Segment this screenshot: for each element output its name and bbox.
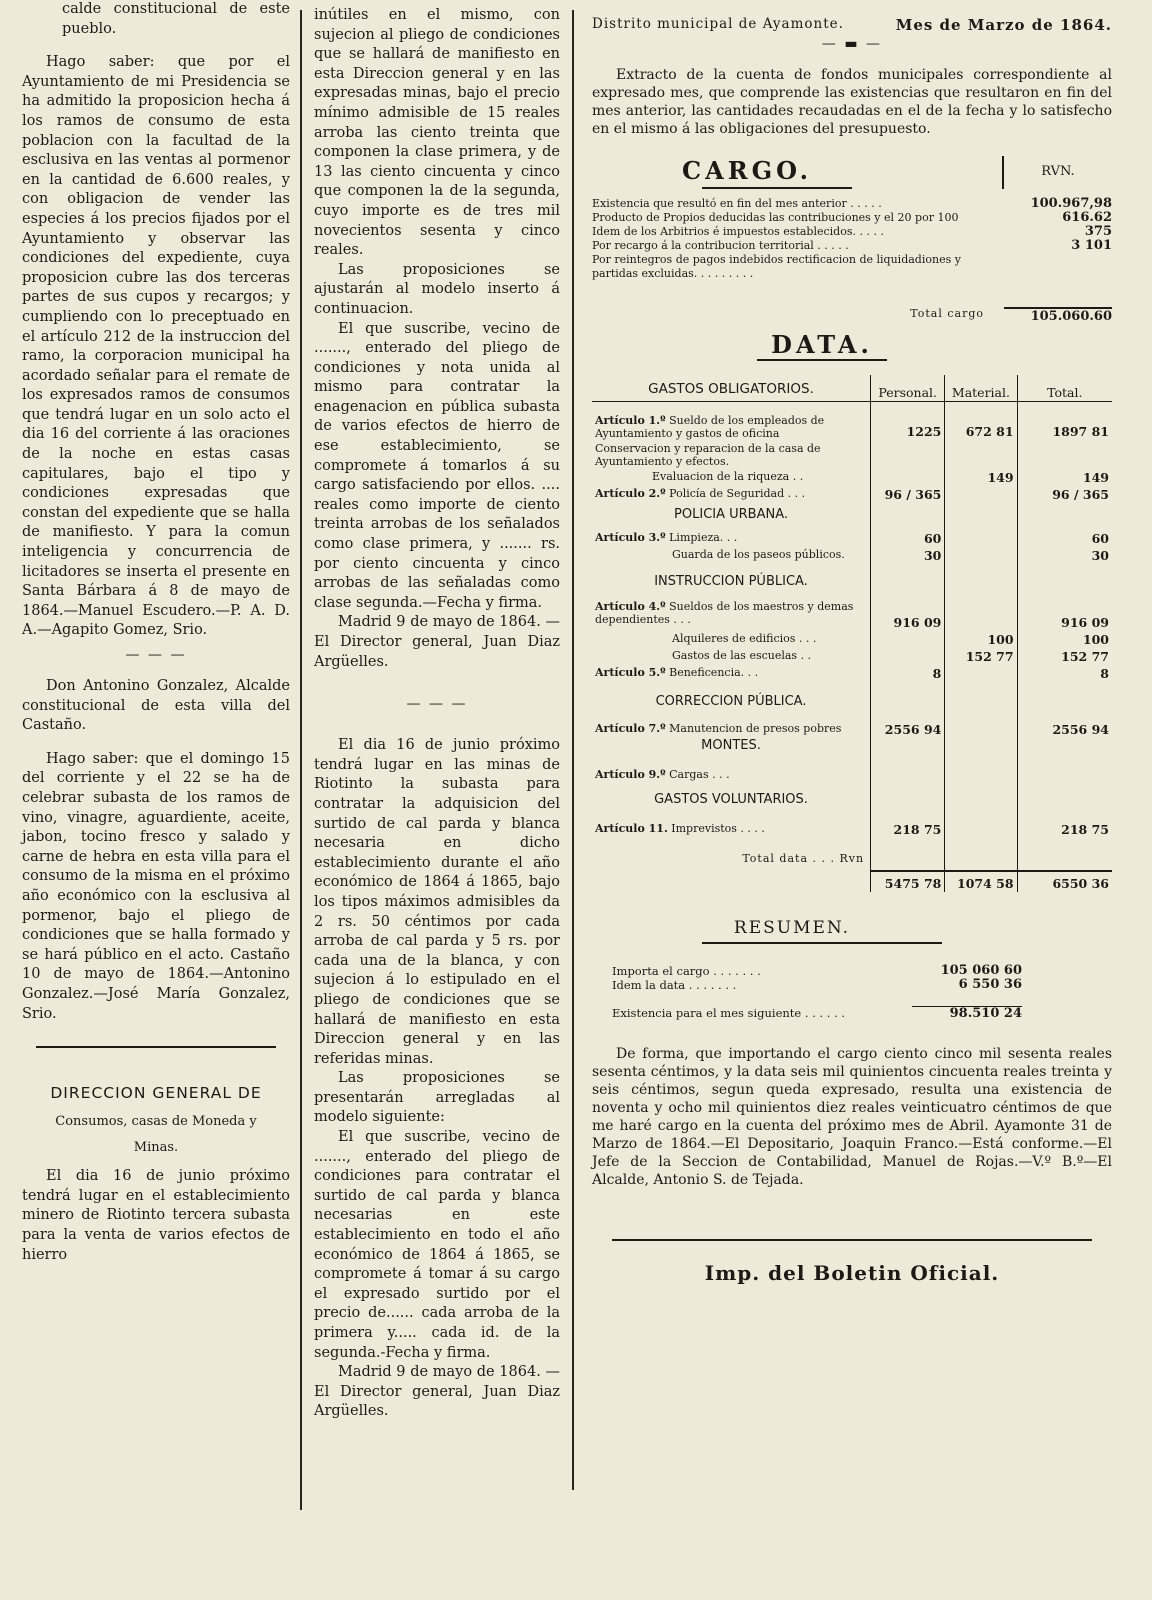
footer-rule [612, 1239, 1092, 1241]
col2-proposiciones-2: Las proposiciones se presentarán arregladas al modelo siguiente: [314, 1070, 560, 1126]
col2-separator: — — — [406, 696, 468, 713]
data-underline [757, 359, 887, 361]
resumen-underline [702, 942, 942, 944]
total-cargo-value: 105.060.60 [1004, 307, 1112, 324]
table-row: Artículo 4.º Sueldos de los maestros y demas dependientes . . . 916 09 916 09 [592, 599, 1112, 631]
section-row [592, 564, 1112, 599]
resumen-item: Existencia para el mes siguiente . . . . . . 98.510 24 [612, 1006, 1022, 1021]
table-row: Guarda de los paseos públicos. 30 30 [592, 547, 1112, 564]
table-row: Artículo 2.º Policía de Seguridad . . . 96 / 365 96 / 365 [592, 486, 1112, 503]
direccion-subtitle-1: Consumos, casas de Moneda y [55, 1114, 257, 1130]
column-3 [592, 16, 1112, 1285]
cargo-item: Por recargo á la contribucion territorial . . . . . 3 101 [592, 238, 1112, 253]
col1-notice-castano: Hago saber: que el domingo 15 del corriente y el 22 se ha de celebrar subasta de los ramos de vino, vinagre, aguardiente, aceite, jabon, tocino fresco y salado y carne de hebra en esta villa para el consumo de la misma en el próximo año económico con la esclusiva al pormenor, bajo el pliego de condiciones que se halla formado y se hará público en el acto. Castaño 10 de mayo de 1864.—Antonino Gonzalez.—José María Gonzalez, Srio. [22, 750, 290, 1022]
col-material-heading: Material. [945, 375, 1017, 402]
section-row [592, 503, 1112, 530]
col1-rule [36, 1046, 276, 1048]
gastos-voluntarios-heading: GASTOS VOLUNTARIOS. [592, 782, 871, 821]
col1-notice-santa-barbara: Hago saber: que por el Ayuntamiento de mi Presidencia se ha admitido la proposicion hecha á los ramos de consumo de esta poblacion con la facultad de la esclusiva en las ventas al pormenor en la cantidad de 6.600 reales, y con obligacion de vender las especies á los precios fijados por el Ayuntamiento y observar las condiciones del expediente, cuya proposicion cubre las dos terceras partes de sus cupos y recargos; y cumpliendo con lo preceptuado en el artículo 212 de la instruccion del ramo, la corporacion municipal ha acordado señalar para el remate de los expresados ramos de consumos que tendrá lugar en un solo acto el dia 16 del corriente á las oraciones de la noche en estas casas capitulares, bajo el tipo y condiciones expresadas que constan del expediente que se halla de manifiesto. Y para la comun inteligencia y concurrencia de licitadores se inserta el presente en Santa Bárbara á 8 de mayo de 1864.—Manuel Escudero.—P. A. D. A.—Agapito Gomez, Srio. [22, 54, 290, 639]
total-cargo-label: Total cargo [910, 307, 984, 320]
total-data-label: Total data . . . Rvn [592, 838, 871, 871]
col2-modelo-cal: El que suscribe, vecino de ......., enterado del pliego de condiciones para contratar el surtido de cal parda y blanca necesarias en este establecimiento en todo el año económico de 1864 á 1865, se compromete á tomar á su cargo el expresado surtido por el precio de...... cada arroba de la primera y..... cada id. de la segunda.-Fecha y firma. [314, 1129, 560, 1361]
cargo-item: Idem de los Arbitrios é impuestos establecidos. . . . . 375 [592, 224, 1112, 239]
montes-heading: MONTES. [592, 738, 871, 767]
col2-proposiciones: Las proposiciones se ajustarán al modelo inserto á continuacion. [314, 261, 560, 317]
table-row: Artículo 7.º Manutencion de presos pobres 2556 94 2556 94 [592, 721, 1112, 738]
column-rule-2 [572, 10, 574, 1490]
rvn-heading: RVN. [1002, 156, 1112, 189]
col2-hierro-cont: inútiles en el mismo, con sujecion al pliego de condiciones que se hallará de manifiesto en esta Direccion general y en las expresadas minas, bajo el precio mínimo admisible de 15 reales arroba las ciento treinta que componen la clase primera, y de 13 las ciento cincuenta y cinco que componen la de la segunda, cuyo importe es de tres mil novecientos sesenta y cinco reales. [314, 7, 560, 259]
cargo-header-row [592, 156, 1112, 189]
table-row: Alquileres de edificios . . . 100 100 [592, 631, 1112, 648]
cargo-underline [702, 187, 852, 189]
direccion-general-heading: DIRECCION GENERAL DE [50, 1084, 262, 1103]
table-row: Artículo 9.º Cargas . . . [592, 767, 1112, 782]
table-row: Artículo 3.º Limpieza. . . 60 60 [592, 530, 1112, 547]
col1-subasta-hierro: El dia 16 de junio próximo tendrá lugar en el establecimiento minero de Riotinto tercera subasta para la venta de varios efectos de hierro [22, 1168, 290, 1263]
col-total-heading: Total. [1047, 385, 1083, 400]
cargo-title: CARGO. [682, 156, 813, 185]
data-table [592, 375, 1112, 892]
section-row [592, 782, 1112, 821]
column-1 [22, 0, 290, 1265]
month-title: Mes de Marzo de 1864. [895, 16, 1112, 34]
column-2 [314, 6, 560, 1422]
column-rule-1 [300, 10, 302, 1510]
col2-subasta-cal: El dia 16 de junio próximo tendrá lugar en las minas de Riotinto la subasta para contratar la adquisicion del surtido de cal parda y blanca necesaria en dicho establecimiento durante el año económico de 1864 á 1865, bajo los tipos máximos admisibles da 2 rs. 50 céntimos por cada arroba de cal parda y 5 rs. por cada una de la blanca, y con sujecion á lo estipulado en el pliego de condiciones que se hallará de manifiesto en esta Direccion general y en las referidas minas. [314, 737, 560, 1067]
total-cargo-row [592, 307, 1112, 324]
col-personal-heading: Personal. [871, 375, 945, 402]
table-row: Evaluacion de la riqueza . . 149 149 [592, 469, 1112, 486]
table-row: Artículo 5.º Beneficencia. . . 8 8 [592, 665, 1112, 682]
col2-firma-2: Madrid 9 de mayo de 1864. —El Director general, Juan Diaz Argüelles. [314, 1364, 560, 1420]
district-title: Distrito municipal de Ayamonte. [592, 16, 844, 32]
table-row: Conservacion y reparacion de la casa de Ayuntamiento y efectos. [592, 441, 1112, 469]
resumen-list [612, 964, 1022, 1021]
col2-modelo-hierro: El que suscribe, vecino de ......., enterado del pliego de condiciones y nota unida al mismo para contratar la enagenacion en pública subasta de varios efectos de hierro de ese establecimiento, se compromete á tomarlos á su cargo satisfaciendo por ellos. .... reales como importe de ciento treinta arrobas de los señalados como clase primera, y ....... rs. por ciento cincuenta y cinco arrobas de las señaladas como clase segunda.—Fecha y firma. [314, 320, 560, 611]
instruccion-heading: INSTRUCCION PÚBLICA. [592, 564, 871, 599]
cargo-item: Existencia que resultó en fin del mes anterior . . . . . 100.967,98 [592, 196, 1112, 211]
closing-paragraph: De forma, que importando el cargo ciento cinco mil sesenta reales sesenta céntimos, y la data seis mil quinientos cincuenta reales treinta y seis céntimos, segun queda expresado, resulta una existencia de noventa y ocho mil quinientos diez reales veinticuatro céntimos de que me haré cargo en la cuenta del próximo mes de Abril. Ayamonte 31 de Marzo de 1864.—El Depositario, Joaquin Franco.—Está conforme.—El Jefe de la Seccion de Contabilidad, Manuel de Rojas.—V.º B.º—El Alcalde, Antonio S. de Tejada. [592, 1046, 1112, 1188]
col1-top-line: calde constitucional de este pueblo. [62, 1, 290, 37]
total-data-row [592, 838, 1112, 871]
col1-alcalde-castano: Don Antonino Gonzalez, Alcalde constitucional de esta villa del Castaño. [22, 678, 290, 734]
table-row: Gastos de las escuelas . . 152 77 152 77 [592, 648, 1112, 665]
col2-firma-1: Madrid 9 de mayo de 1864. —El Director general, Juan Diaz Argüelles. [314, 614, 560, 670]
resumen-item: Importa el cargo . . . . . . . 105 060 60 [612, 963, 1022, 978]
section-row [592, 738, 1112, 767]
table-row: Artículo 11. Imprevistos . . . . 218 75 218 75 [592, 821, 1112, 838]
data-header-row [592, 375, 1112, 402]
table-row: Artículo 1.º Sueldo de los empleados de Ayuntamiento y gastos de oficina 1225 672 81 1897 81 [592, 402, 1112, 442]
imprenta-footer: Imp. del Boletin Oficial. [704, 1261, 1000, 1285]
col1-separator: — — — [125, 647, 187, 663]
policia-urbana-heading: POLICIA URBANA. [592, 503, 871, 530]
account-header [592, 16, 1112, 34]
cargo-item: Producto de Propios deducidas las contribuciones y el 20 por 100 616.62 [592, 210, 1112, 225]
total-material: 1074 58 [945, 871, 1017, 892]
header-dash: — ▬ — [821, 36, 883, 52]
cargo-list [592, 197, 1112, 281]
gastos-obligatorios-heading: GASTOS OBLIGATORIOS. [592, 375, 871, 402]
section-row [592, 682, 1112, 721]
totals-row [592, 871, 1112, 892]
account-intro: Extracto de la cuenta de fondos municipales correspondiente al expresado mes, que comprende las existencias que resultaron en fin del mes anterior, las cantidades recaudadas en el de la fecha y lo satisfecho en el mismo á las obligaciones del presupuesto. [592, 67, 1112, 137]
direccion-subtitle-2: Minas. [133, 1139, 179, 1155]
cargo-item: Por reintegros de pagos indebidos rectificacion de liquidadiones y partidas excluidas. . . . . . . . . [592, 253, 961, 280]
data-title: DATA. [771, 330, 873, 359]
total-total: 6550 36 [1017, 871, 1112, 892]
total-personal: 5475 78 [871, 871, 945, 892]
correccion-heading: CORRECCION PÚBLICA. [592, 682, 871, 721]
resumen-title: RESUMEN. [733, 918, 851, 938]
resumen-item: Idem la data . . . . . . . 6 550 36 [612, 977, 1022, 992]
